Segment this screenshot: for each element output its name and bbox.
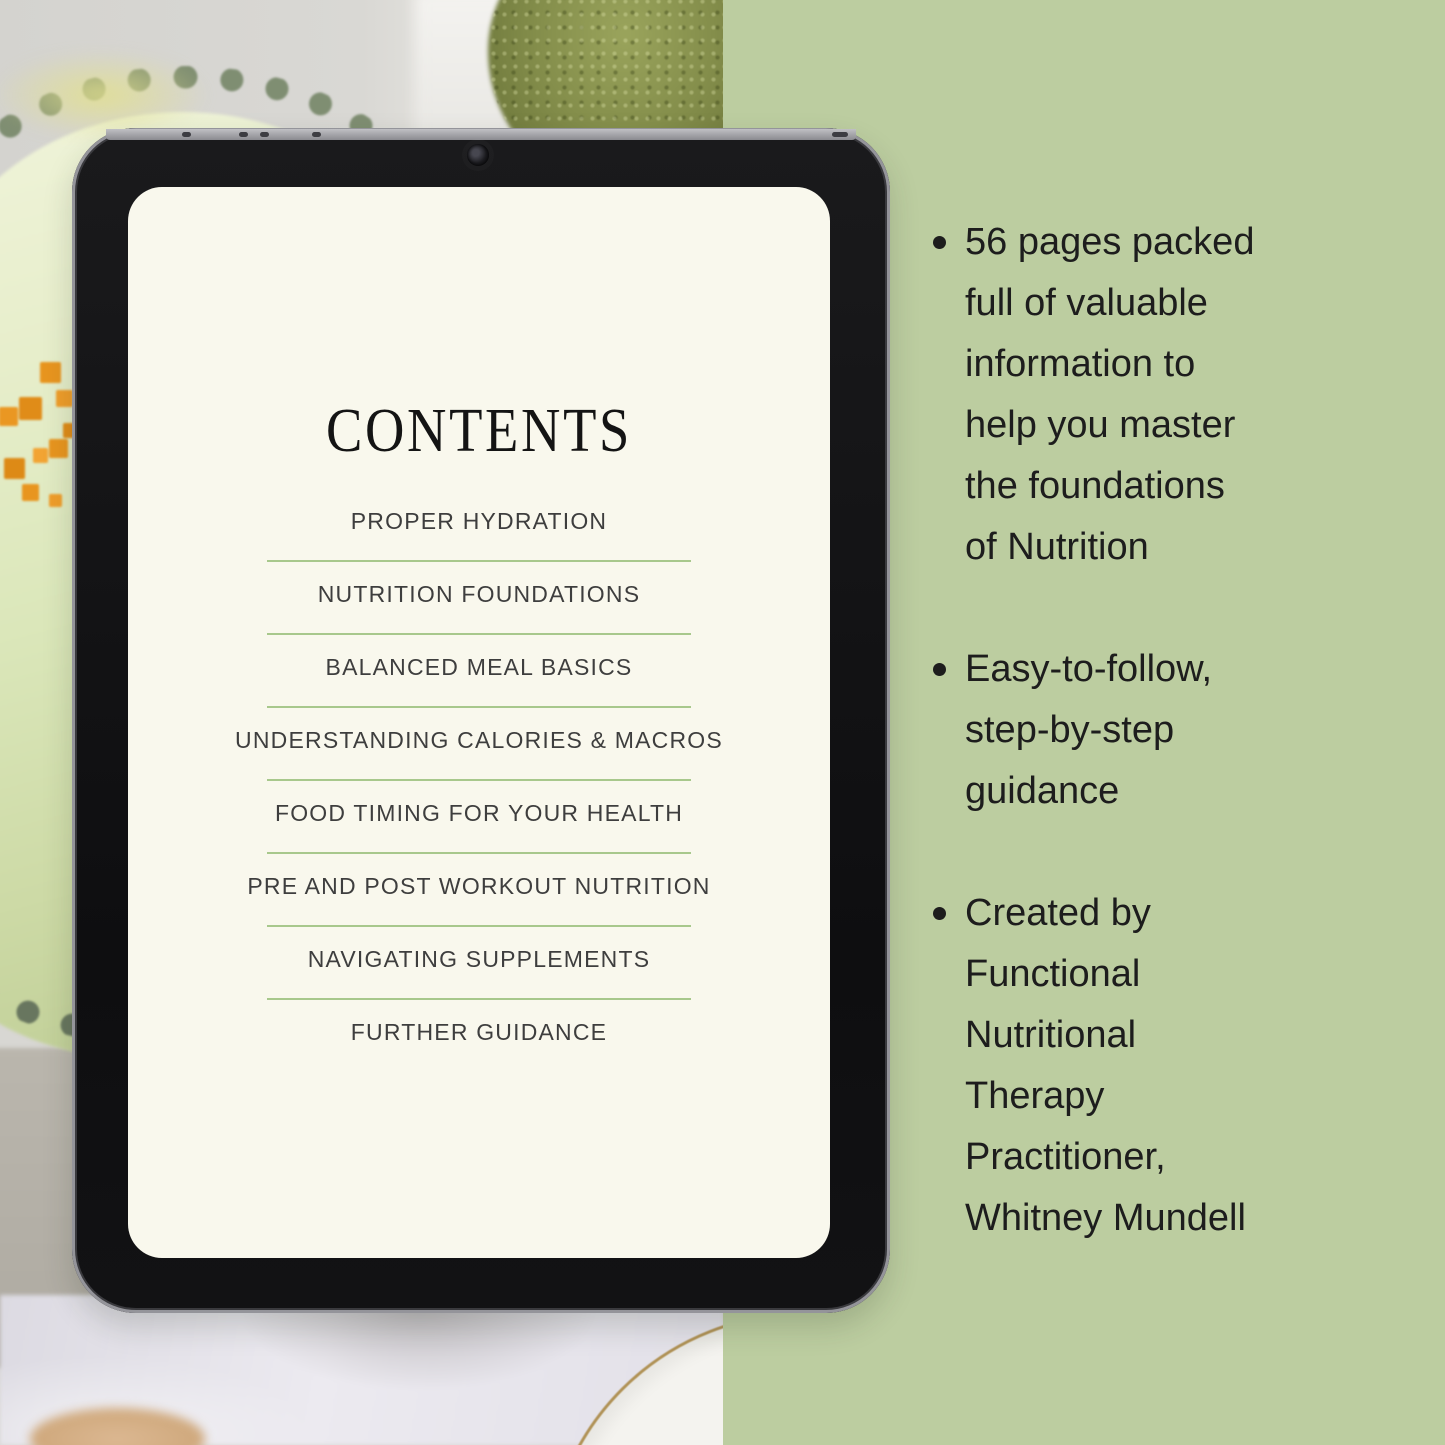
tablet-top-edge <box>106 129 856 140</box>
toc-divider <box>267 633 691 635</box>
toc-divider <box>267 706 691 708</box>
benefits-list <box>933 212 1263 1310</box>
benefit-text: 56 pages packed full of valuable information to help you master the foundations of Nutrition <box>965 221 1255 568</box>
volume-button <box>239 132 248 137</box>
toc-item: PRE AND POST WORKOUT NUTRITION <box>247 873 711 899</box>
toc-divider <box>267 925 691 927</box>
toc-item: FOOD TIMING FOR YOUR HEALTH <box>274 800 684 826</box>
power-button <box>832 132 848 137</box>
contents-title: CONTENTS <box>325 397 633 465</box>
mic-hole <box>312 132 321 137</box>
glass-highlight <box>0 50 210 140</box>
toc-item: NAVIGATING SUPPLEMENTS <box>307 946 651 972</box>
bullet-dot <box>933 663 946 676</box>
toc-item: UNDERSTANDING CALORIES & MACROS <box>235 727 723 753</box>
toc-item: BALANCED MEAL BASICS <box>325 654 633 680</box>
toc-item: FURTHER GUIDANCE <box>350 1019 608 1045</box>
benefit-item <box>933 639 1263 822</box>
toc-divider <box>267 779 691 781</box>
toc-list <box>128 504 830 1049</box>
front-camera-icon <box>467 144 489 166</box>
volume-button <box>260 132 269 137</box>
bullet-dot <box>933 236 946 249</box>
toc-divider <box>267 998 691 1000</box>
benefit-item <box>933 883 1263 1249</box>
toc-item: PROPER HYDRATION <box>350 508 608 534</box>
toc-divider <box>267 852 691 854</box>
toc-item: NUTRITION FOUNDATIONS <box>317 581 641 607</box>
benefit-text: Easy-to-follow, step-by-step guidance <box>965 648 1213 812</box>
mic-hole <box>182 132 191 137</box>
benefit-text: Created by Functional Nutritional Therapy Practitioner, Whitney Mundell <box>965 892 1246 1239</box>
benefit-item <box>933 212 1263 578</box>
bullet-dot <box>933 907 946 920</box>
tablet-screen <box>128 187 830 1258</box>
bee-pollen-specks <box>0 0 1 1</box>
tablet-mockup <box>72 128 890 1313</box>
toc-divider <box>267 560 691 562</box>
